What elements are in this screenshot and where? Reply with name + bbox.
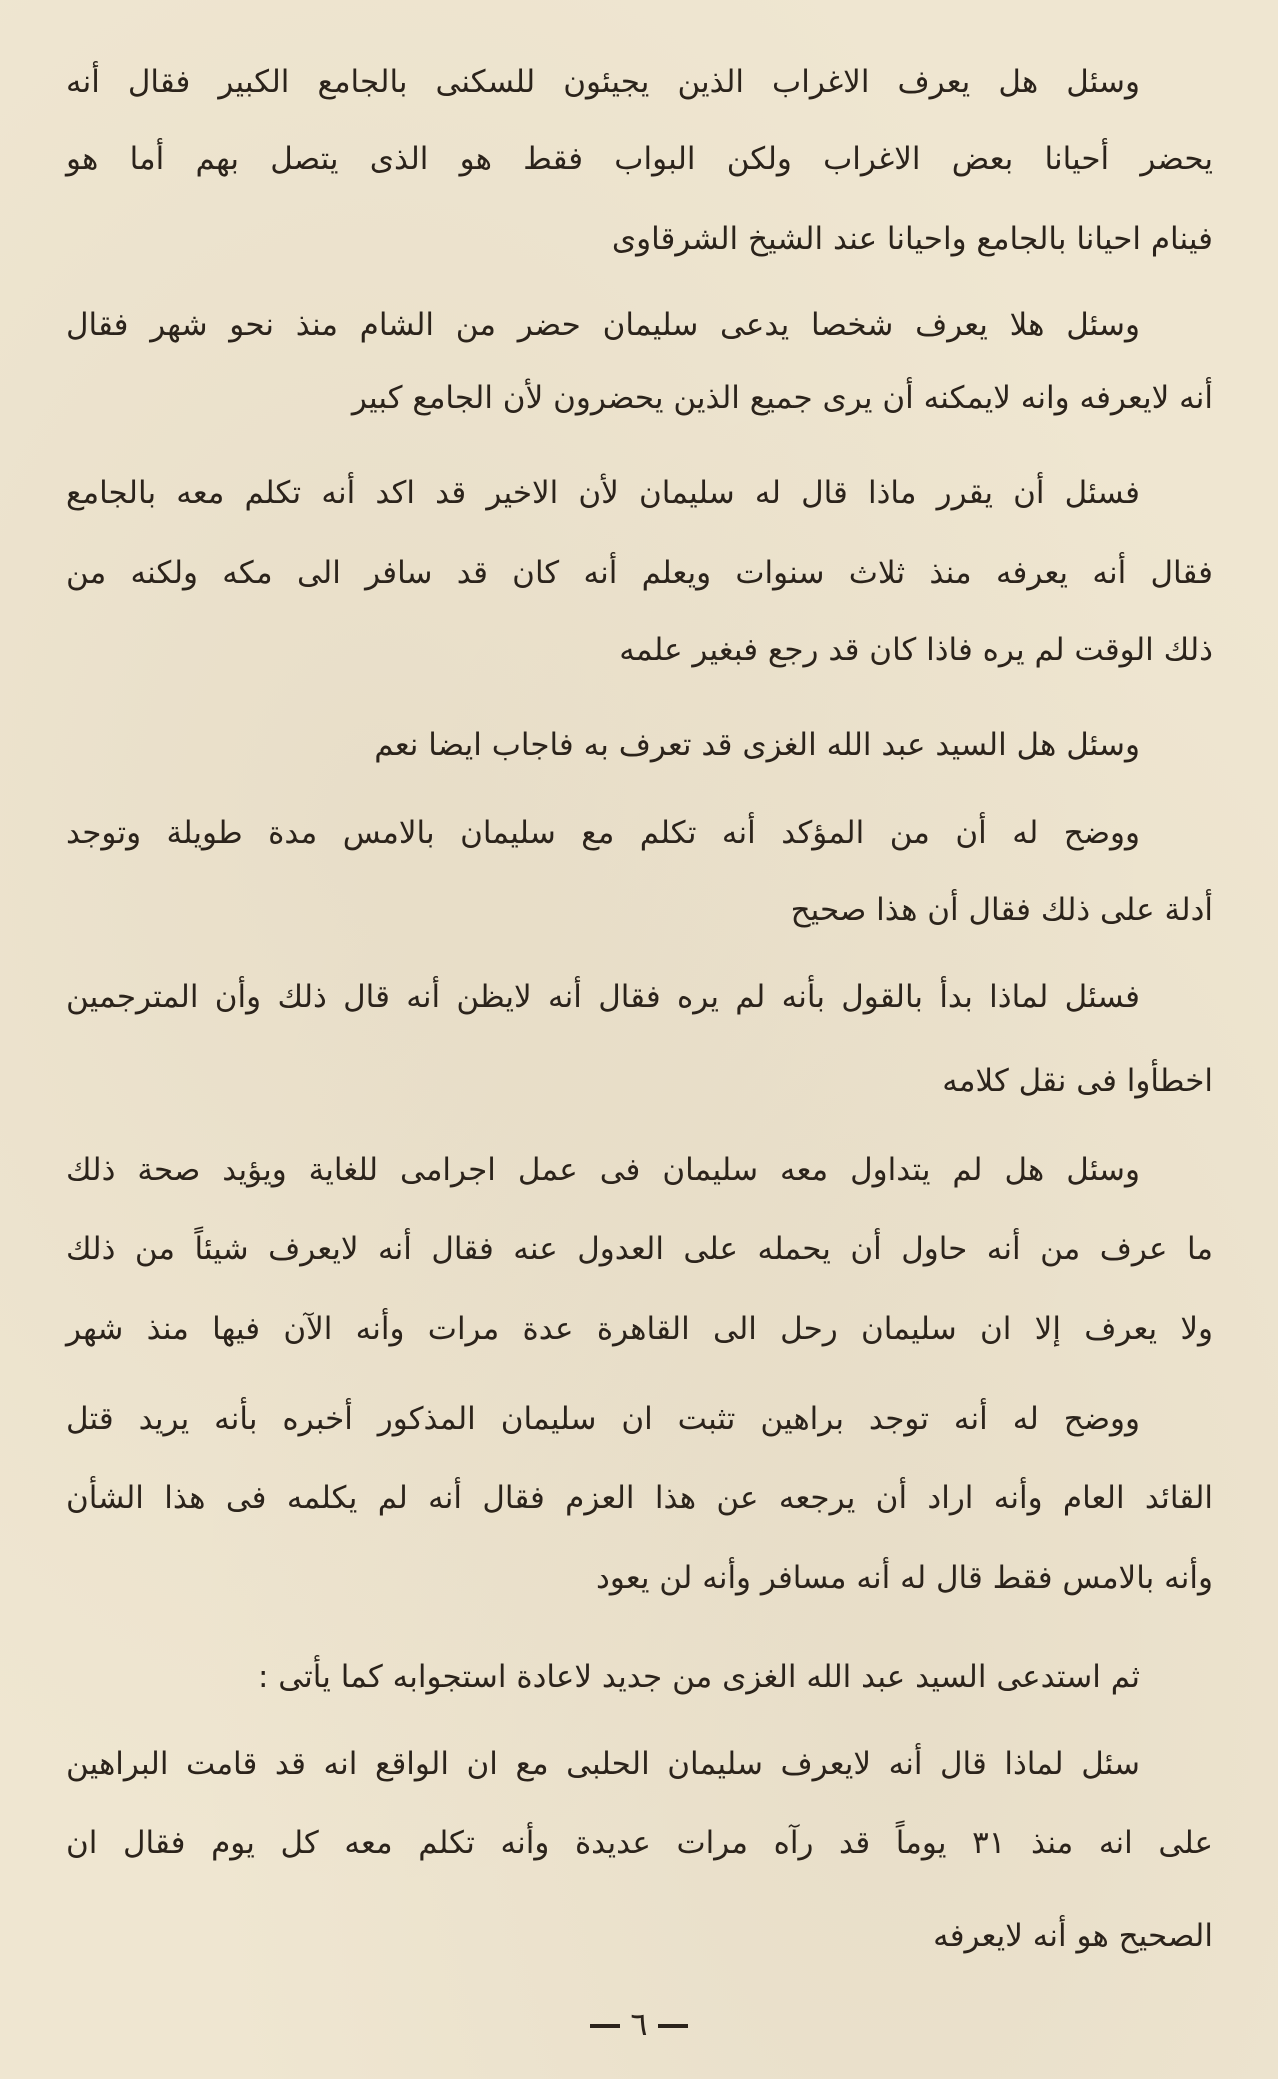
text-line: ووضح له أنه توجد براهين تثبت ان سليمان المذكور أخبره بأنه يريد قتل (66, 1401, 1140, 1437)
text-line: ولا يعرف إلا ان سليمان رحل الى القاهرة عدة مرات وأنه الآن فيها منذ شهر (66, 1311, 1213, 1347)
text-line: ووضح له أن من المؤكد أنه تكلم مع سليمان بالامس مدة طويلة وتوجد (66, 815, 1140, 851)
text-line: يحضر أحيانا بعض الاغراب ولكن البواب فقط هو الذى يتصل بهم أما هو (66, 141, 1213, 177)
text-line: وأنه بالامس فقط قال له أنه مسافر وأنه لن يعود (596, 1560, 1213, 1596)
text-line: وسئل هل لم يتداول معه سليمان فى عمل اجرامى للغاية ويؤيد صحة ذلك (66, 1152, 1140, 1188)
text-line: سئل لماذا قال أنه لايعرف سليمان الحلبى مع ان الواقع انه قد قامت البراهين (66, 1746, 1140, 1782)
text-line: ذلك الوقت لم يره فاذا كان قد رجع فبغير علمه (619, 632, 1213, 668)
text-line: أنه لايعرفه وانه لايمكنه أن يرى جميع الذين يحضرون لأن الجامع كبير (351, 380, 1213, 416)
text-line: وسئل هلا يعرف شخصا يدعى سليمان حضر من الشام منذ نحو شهر فقال (66, 307, 1140, 343)
text-line: ما عرف من أنه حاول أن يحمله على العدول عنه فقال أنه لايعرف شيئاً من ذلك (66, 1231, 1213, 1267)
page-number-dash (590, 2024, 620, 2028)
text-line: أدلة على ذلك فقال أن هذا صحيح (790, 892, 1213, 928)
text-line: على انه منذ ٣١ يوماً قد رآه مرات عديدة وأنه تكلم معه كل يوم فقال ان (66, 1825, 1213, 1861)
text-line: الصحيح هو أنه لايعرفه (933, 1918, 1213, 1954)
text-line: فقال أنه يعرفه منذ ثلاث سنوات ويعلم أنه كان قد سافر الى مكه ولكنه من (66, 555, 1213, 591)
text-line: فسئل أن يقرر ماذا قال له سليمان لأن الاخير قد اكد أنه تكلم معه بالجامع (66, 475, 1140, 511)
text-line: اخطأوا فى نقل كلامه (942, 1063, 1213, 1099)
text-line: القائد العام وأنه اراد أن يرجعه عن هذا العزم فقال أنه لم يكلمه فى هذا الشأن (66, 1480, 1213, 1516)
text-line: ثم استدعى السيد عبد الله الغزى من جديد لاعادة استجوابه كما يأتى : (258, 1659, 1140, 1695)
page-number (0, 2005, 1278, 2043)
text-line: فسئل لماذا بدأ بالقول بأنه لم يره فقال أنه لايظن أنه قال ذلك وأن المترجمين (66, 979, 1140, 1015)
page-number-dash (658, 2024, 688, 2028)
page-number-text: ٦ (630, 2005, 648, 2043)
text-line: فينام احيانا بالجامع واحيانا عند الشيخ الشرقاوى (611, 221, 1213, 257)
text-line: وسئل هل يعرف الاغراب الذين يجيئون للسكنى بالجامع الكبير فقال أنه (66, 64, 1140, 100)
text-line: وسئل هل السيد عبد الله الغزى قد تعرف به فاجاب ايضا نعم (374, 727, 1140, 763)
